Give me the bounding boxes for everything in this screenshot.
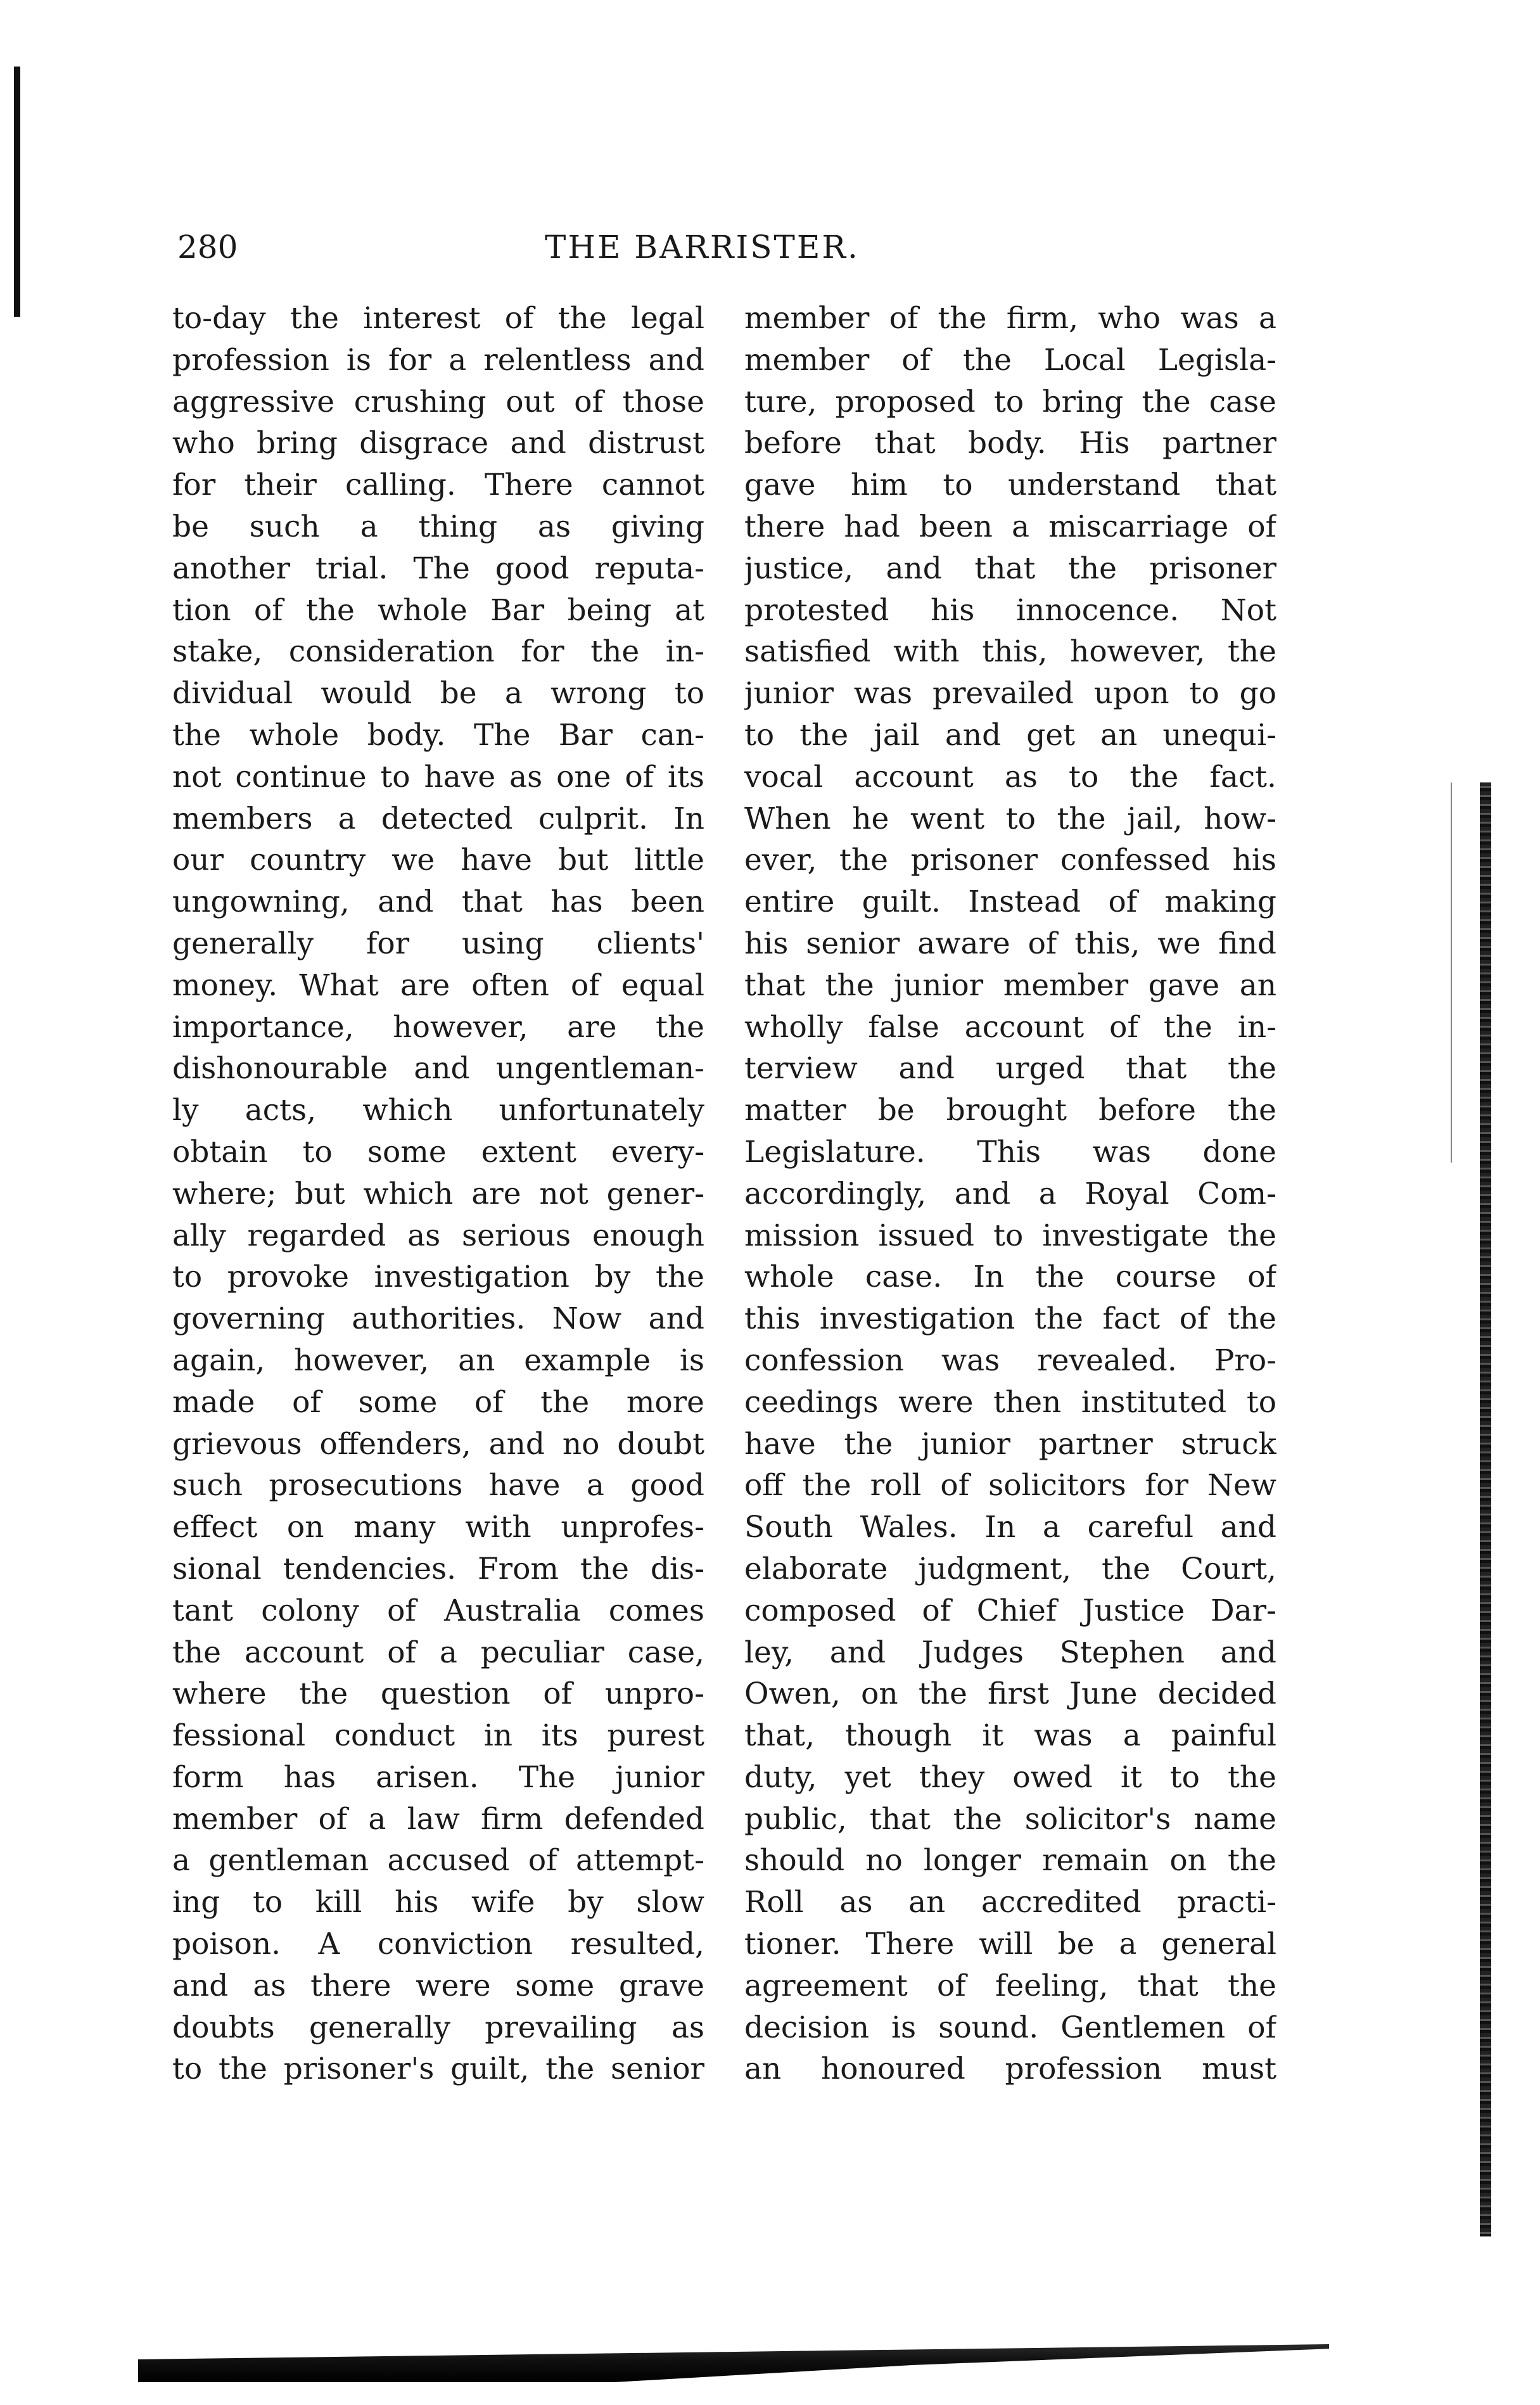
right-column-line: to the jail and get an unequi- [744,717,1276,753]
right-margin-line [1451,782,1452,1163]
right-column-line: there had been a miscarriage of [744,509,1276,544]
right-column-line: have the junior partner struck [744,1426,1276,1462]
left-column-line: our country we have but little [172,843,704,878]
right-column-line: should no longer remain on the [744,1843,1276,1879]
left-column-line: generally for using clients' [172,926,704,961]
right-column-line: off the roll of solicitors for New [744,1468,1276,1503]
right-column-line: terview and urged that the [744,1051,1276,1087]
left-column-line: the account of a peculiar case, [172,1635,704,1670]
left-column-line: tant colony of Australia comes [172,1593,704,1628]
right-column-line: mission issued to investigate the [744,1218,1276,1253]
right-column-line: that the junior member gave an [744,967,1276,1003]
left-column-line: profession is for a relentless and [172,342,704,378]
right-column-line: matter be brought before the [744,1093,1276,1128]
left-column-line: ally regarded as serious enough [172,1218,704,1253]
right-column-line: his senior aware of this, we find [744,926,1276,961]
left-column-line: importance, however, are the [172,1009,704,1045]
right-column-line: ceedings were then instituted to [744,1384,1276,1420]
left-column-line: aggressive crushing out of those [172,384,704,419]
right-column-line: elaborate judgment, the Court, [744,1551,1276,1586]
left-column-line: money. What are often of equal [172,967,704,1003]
left-column-line: to the prisoner's guilt, the senior [172,2051,704,2087]
left-column-line: sional tendencies. From the dis- [172,1551,704,1586]
left-column-line: another trial. The good reputa- [172,551,704,586]
right-column-line: agreement of feeling, that the [744,1968,1276,2003]
left-column-line: the whole body. The Bar can- [172,717,704,753]
left-column-line: poison. A conviction resulted, [172,1927,704,1962]
left-column-line: who bring disgrace and distrust [172,426,704,461]
right-column-line: entire guilt. Instead of making [744,884,1276,920]
left-column-line: obtain to some extent every- [172,1134,704,1170]
running-title: THE BARRISTER. [545,229,860,265]
left-column-line: fessional conduct in its purest [172,1718,704,1754]
right-column-line: duty, yet they owed it to the [744,1759,1276,1795]
right-column-line: gave him to understand that [744,468,1276,503]
right-column-line: South Wales. In a careful and [744,1510,1276,1545]
left-column-line: to-day the interest of the legal [172,301,704,336]
right-column-line: accordingly, and a Royal Com- [744,1176,1276,1211]
right-column-line: justice, and that the prisoner [744,551,1276,586]
right-column-line: satisfied with this, however, the [744,634,1276,670]
left-column-line: to provoke investigation by the [172,1260,704,1295]
left-column-line: member of a law firm defended [172,1801,704,1837]
page-header [177,222,1305,272]
right-column-line: member of the firm, who was a [744,301,1276,336]
page-number: 280 [177,229,238,265]
left-column-line: stake, consideration for the in- [172,634,704,670]
right-column-line: protested his innocence. Not [744,592,1276,628]
left-column-line: ungowning, and that has been [172,884,704,920]
left-column-line: where; but which are not gener- [172,1176,704,1211]
left-column-line: where the question of unpro- [172,1676,704,1712]
right-column-line: Legislature. This was done [744,1134,1276,1170]
right-column-line: tioner. There will be a general [744,1927,1276,1962]
right-column-line: decision is sound. Gentlemen of [744,2010,1276,2045]
left-column-line: and as there were some grave [172,1968,704,2003]
left-column-line: governing authorities. Now and [172,1301,704,1337]
left-column-line: doubts generally prevailing as [172,2010,704,2045]
right-column-line: wholly false account of the in- [744,1009,1276,1045]
left-column-line: be such a thing as giving [172,509,704,544]
right-column-line: before that body. His partner [744,426,1276,461]
left-column-line: dividual would be a wrong to [172,676,704,711]
left-column-line: form has arisen. The junior [172,1759,704,1795]
left-column-line: for their calling. There cannot [172,468,704,503]
right-column [744,298,1276,2090]
left-column-line: made of some of the more [172,1384,704,1420]
right-column-line: Owen, on the first June decided [744,1676,1276,1712]
left-column [172,298,704,2090]
right-column-line: an honoured profession must [744,2051,1276,2087]
right-edge-scan-bar [1480,782,1491,2236]
right-column-line: whole case. In the course of [744,1260,1276,1295]
left-column-line: not continue to have as one of its [172,759,704,794]
right-column-line: public, that the solicitor's name [744,1801,1276,1837]
left-column-line: effect on many with unprofes- [172,1510,704,1545]
right-column-line: ever, the prisoner confessed his [744,843,1276,878]
left-column-line: such prosecutions have a good [172,1468,704,1503]
right-column-line: this investigation the fact of the [744,1301,1276,1337]
right-column-line: When he went to the jail, how- [744,801,1276,836]
left-column-line: members a detected culprit. In [172,801,704,836]
left-edge-scan-mark [14,67,20,317]
left-column-line: ing to kill his wife by slow [172,1885,704,1920]
right-column-line: ley, and Judges Stephen and [744,1635,1276,1670]
right-column-line: ture, proposed to bring the case [744,384,1276,419]
right-column-line: confession was revealed. Pro- [744,1343,1276,1378]
right-column-line: junior was prevailed upon to go [744,676,1276,711]
bottom-edge-scan-bar [138,2344,1329,2382]
left-column-line: tion of the whole Bar being at [172,592,704,628]
left-column-line: again, however, an example is [172,1343,704,1378]
right-column-line: Roll as an accredited practi- [744,1885,1276,1920]
left-column-line: ly acts, which unfortunately [172,1093,704,1128]
left-column-line: grievous offenders, and no doubt [172,1426,704,1462]
right-column-line: vocal account as to the fact. [744,759,1276,794]
left-column-line: dishonourable and ungentleman- [172,1051,704,1087]
right-column-line: member of the Local Legisla- [744,342,1276,378]
left-column-line: a gentleman accused of attempt- [172,1843,704,1879]
right-column-line: composed of Chief Justice Dar- [744,1593,1276,1628]
right-column-line: that, though it was a painful [744,1718,1276,1754]
